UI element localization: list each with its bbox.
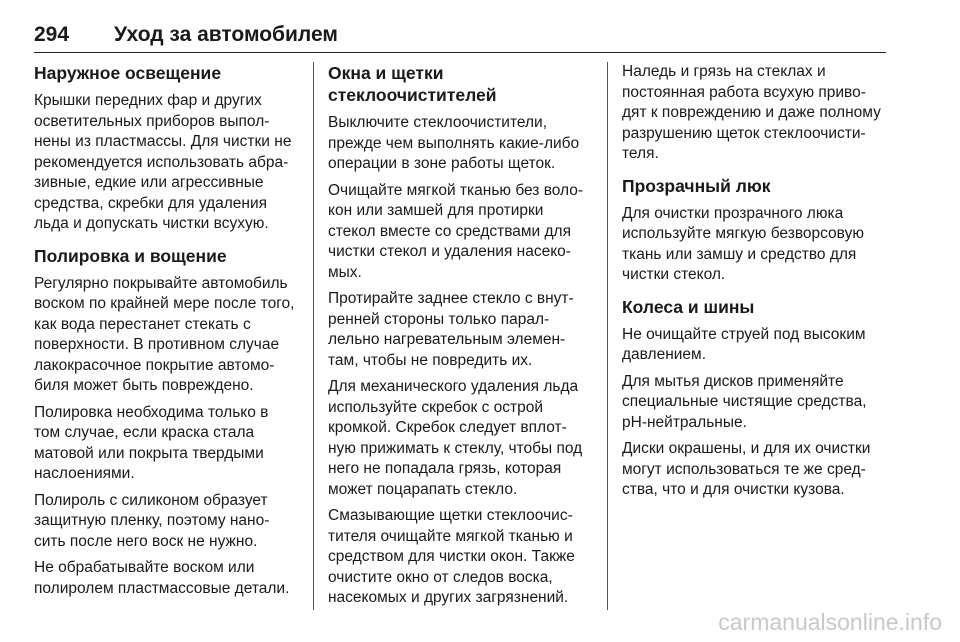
paragraph: Не очищайте струей под высоким давлением.	[622, 325, 866, 363]
watermark: carmanualsonline.info	[718, 609, 942, 635]
page-number: 294	[34, 23, 70, 46]
heading-windows-wipers: Окна и щетки стеклоочистителей	[328, 63, 497, 105]
paragraph: Выключите стеклоочистители, прежде чем выполнять какие-либо операции в зоне работы щеток.	[328, 114, 580, 172]
heading-exterior-lighting: Наружное освещение	[34, 63, 222, 83]
page-header	[34, 22, 886, 53]
chapter-title: Уход за автомобилем	[114, 23, 338, 46]
paragraph: Для мытья дисков применяйте специальные чистящие средства, рН-нейтральные.	[622, 372, 867, 431]
paragraph: Полироль с силиконом образует защитную пленку, поэтому нано- сить после него воск не нужно.	[34, 491, 270, 550]
paragraph: Крышки передних фар и других осветительных приборов выпол- нены из пластмассы. Для чистки не рекомендуется использовать абра- зивные, едкие или агрессивные средства, скребки для удаления льда и допускать чистки всухую.	[34, 92, 292, 232]
paragraph: Для механического удаления льда используйте скребок с острой кромкой. Скребок следует вплот- ную прижимать к стеклу, чтобы под него не попадала грязь, которая может поцарапать стекло.	[328, 378, 583, 498]
column-right	[622, 62, 892, 507]
paragraph: Смазывающие щетки стеклоочис- тителя очищайте мягкой тканью и средством для чистки окон. Также очистите окно от следов воска, насекомых и других загрязнений.	[328, 507, 575, 606]
paragraph: Наледь и грязь на стеклах и постоянная работа всухую приво- дят к повреждению и даже полному разрушению щеток стеклоочисти- теля.	[622, 63, 881, 162]
heading-wheels-tyres: Колеса и шины	[622, 296, 755, 317]
paragraph: Диски окрашены, и для их очистки могут использоваться те же сред- ства, что и для очистки кузова.	[622, 440, 871, 498]
paragraph: Для очистки прозрачного люка используйте мягкую безворсовую ткань или замшу и средство для чистки стекол.	[622, 204, 864, 283]
heading-sunroof: Прозрачный люк	[622, 175, 771, 196]
column-left	[34, 62, 306, 605]
paragraph: Не обрабатывайте воском или полиролем пластмассовые детали.	[34, 559, 290, 597]
paragraph: Протирайте заднее стекло с внут- ренней стороны только парал- лельно нагревательным элемен- там, чтобы не повредить их.	[328, 290, 574, 369]
column-divider	[313, 62, 314, 610]
column-middle	[328, 62, 600, 615]
paragraph: Очищайте мягкой тканью без воло- кон или замшей для протирки стекол вместе со средствами для чистки стекол и удаления насеко- мых.	[328, 181, 584, 281]
paragraph: Регулярно покрывайте автомобиль воском по крайней мере после того, как вода перестанет стекать с поверхности. В противном случае лакокрасочное покрытие автомо- биля может быть повреждено.	[34, 274, 295, 394]
heading-polishing-waxing: Полировка и вощение	[34, 245, 227, 266]
paragraph: Полировка необходима только в том случае, если краска стала матовой или покрыта твердыми наслоениями.	[34, 403, 269, 482]
column-divider	[607, 62, 608, 610]
